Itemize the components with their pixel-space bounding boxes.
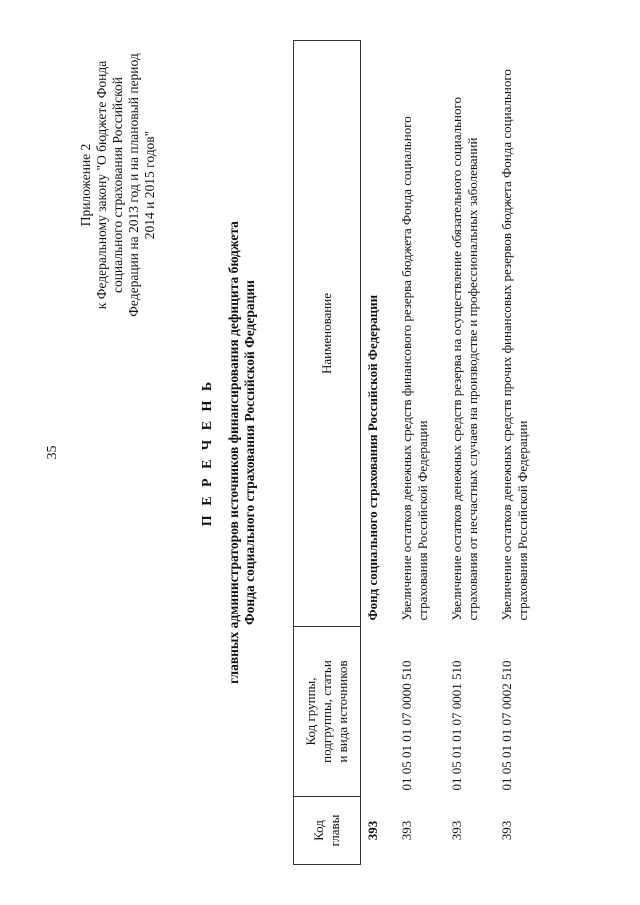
appendix-note xyxy=(78,40,158,330)
row-name: Увеличение остатков денежных средств резерва на осуществление обязательного социального страхования от несчастных случаев на производстве и профессиональных заболеваний xyxy=(449,96,480,621)
row-name: Фонд социального страхования Российской Федерации xyxy=(365,294,380,621)
document-subtitle-line-2: Фонда социального страхования Российской Федерации xyxy=(242,280,257,625)
appendix-line: Приложение 2 xyxy=(78,143,93,227)
table-row xyxy=(445,41,495,865)
table-row xyxy=(395,41,445,865)
header-chapter-code xyxy=(294,797,361,865)
appendix-line: социального страхования Российской xyxy=(110,76,125,294)
page-number: 35 xyxy=(45,445,60,460)
administrators-table xyxy=(293,40,545,865)
row-source-code: 01 05 01 01 07 0000 510 xyxy=(399,660,414,791)
header-chapter-code-line: Код xyxy=(311,820,326,841)
header-chapter-code-line: главы xyxy=(327,814,342,847)
appendix-line: Федерации на 2013 год и на плановый период xyxy=(126,53,141,317)
row-source-code: 01 05 01 01 07 0001 510 xyxy=(449,660,464,791)
row-source-code xyxy=(361,627,396,797)
document-title: П Е Р Е Ч Е Н Ь xyxy=(200,378,215,527)
header-source-code xyxy=(294,627,361,797)
table-row xyxy=(495,41,545,865)
row-chapter-code: 393 xyxy=(399,820,414,841)
appendix-line: к Федеральному закону "О бюджете Фонда xyxy=(94,60,109,310)
header-source-code-line: и вида источников xyxy=(335,660,350,763)
appendix-line: 2014 и 2015 годов" xyxy=(142,130,157,240)
row-source-code: 01 05 01 01 07 0002 510 xyxy=(499,660,514,791)
table-header-row xyxy=(294,41,361,865)
table-row xyxy=(361,41,396,865)
row-chapter-code: 393 xyxy=(449,820,464,841)
row-name: Увеличение остатков денежных средств финансового резерва бюджета Фонда социального страхования Российской Федерации xyxy=(399,116,430,621)
header-source-code-line: Код группы, xyxy=(303,677,318,746)
row-chapter-code: 393 xyxy=(365,820,380,841)
document-subtitle-line-1: главных администраторов источников финансирования дефицита бюджета xyxy=(226,221,241,684)
header-name: Наименование xyxy=(294,41,361,627)
row-chapter-code: 393 xyxy=(499,820,514,841)
row-name: Увеличение остатков денежных средств прочих финансовых резервов бюджета Фонда социального страхования Российской Федерации xyxy=(499,69,530,621)
header-source-code-line: подгруппы, статьи xyxy=(319,660,334,763)
document-title-block xyxy=(200,0,258,905)
